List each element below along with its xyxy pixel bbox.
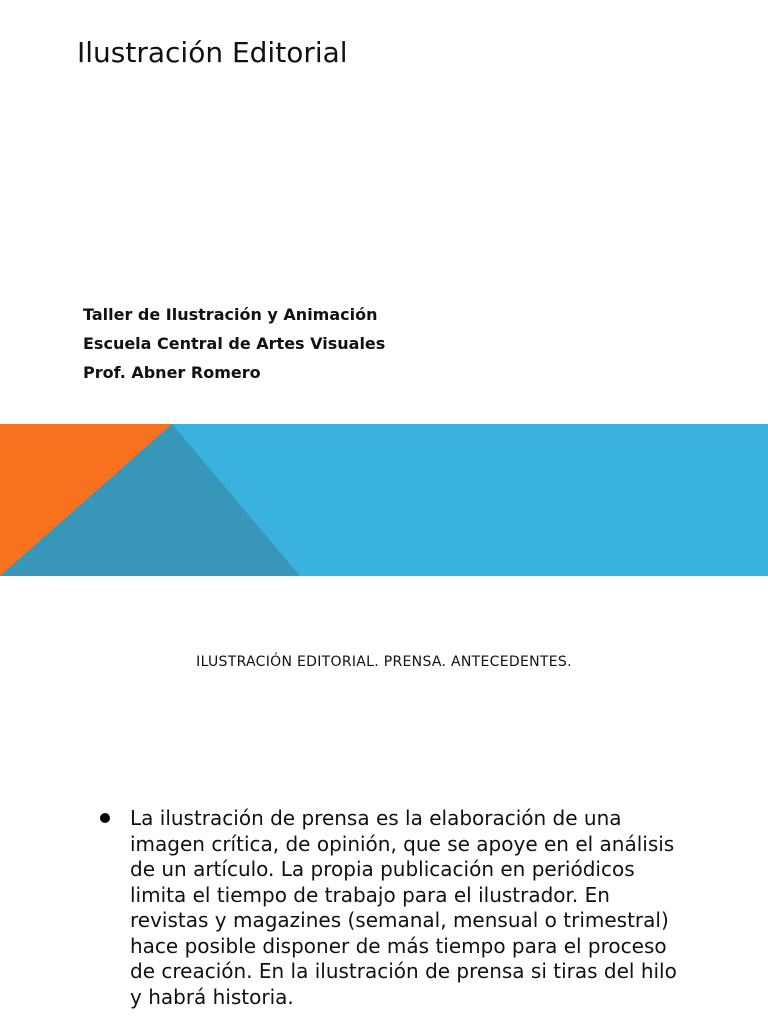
decorative-banner bbox=[0, 424, 768, 576]
bullet-dot-icon bbox=[100, 813, 110, 823]
credit-professor: Prof. Abner Romero bbox=[83, 363, 261, 382]
credit-course: Taller de Ilustración y Animación bbox=[83, 305, 378, 324]
section-subtitle: ILUSTRACIÓN EDITORIAL. PRENSA. ANTECEDENTES. bbox=[196, 654, 572, 670]
credit-school: Escuela Central de Artes Visuales bbox=[83, 334, 386, 353]
slide-title: Ilustración Editorial bbox=[77, 36, 348, 69]
bullet-list bbox=[100, 806, 690, 1010]
bullet-text: La ilustración de prensa es la elaboración de una imagen crítica, de opinión, que se apoye en el análisis de un artículo. La propia publicación en periódicos limita el tiempo de trabajo para el ilustrador. En revistas y magazines (semanal, mensual o trimestral) hace posible disponer de más tiempo para el proceso de creación. En la ilustración de prensa si tiras del hilo y habrá historia. bbox=[130, 806, 677, 1009]
bullet-item bbox=[100, 806, 690, 1010]
credits-list bbox=[83, 300, 385, 387]
